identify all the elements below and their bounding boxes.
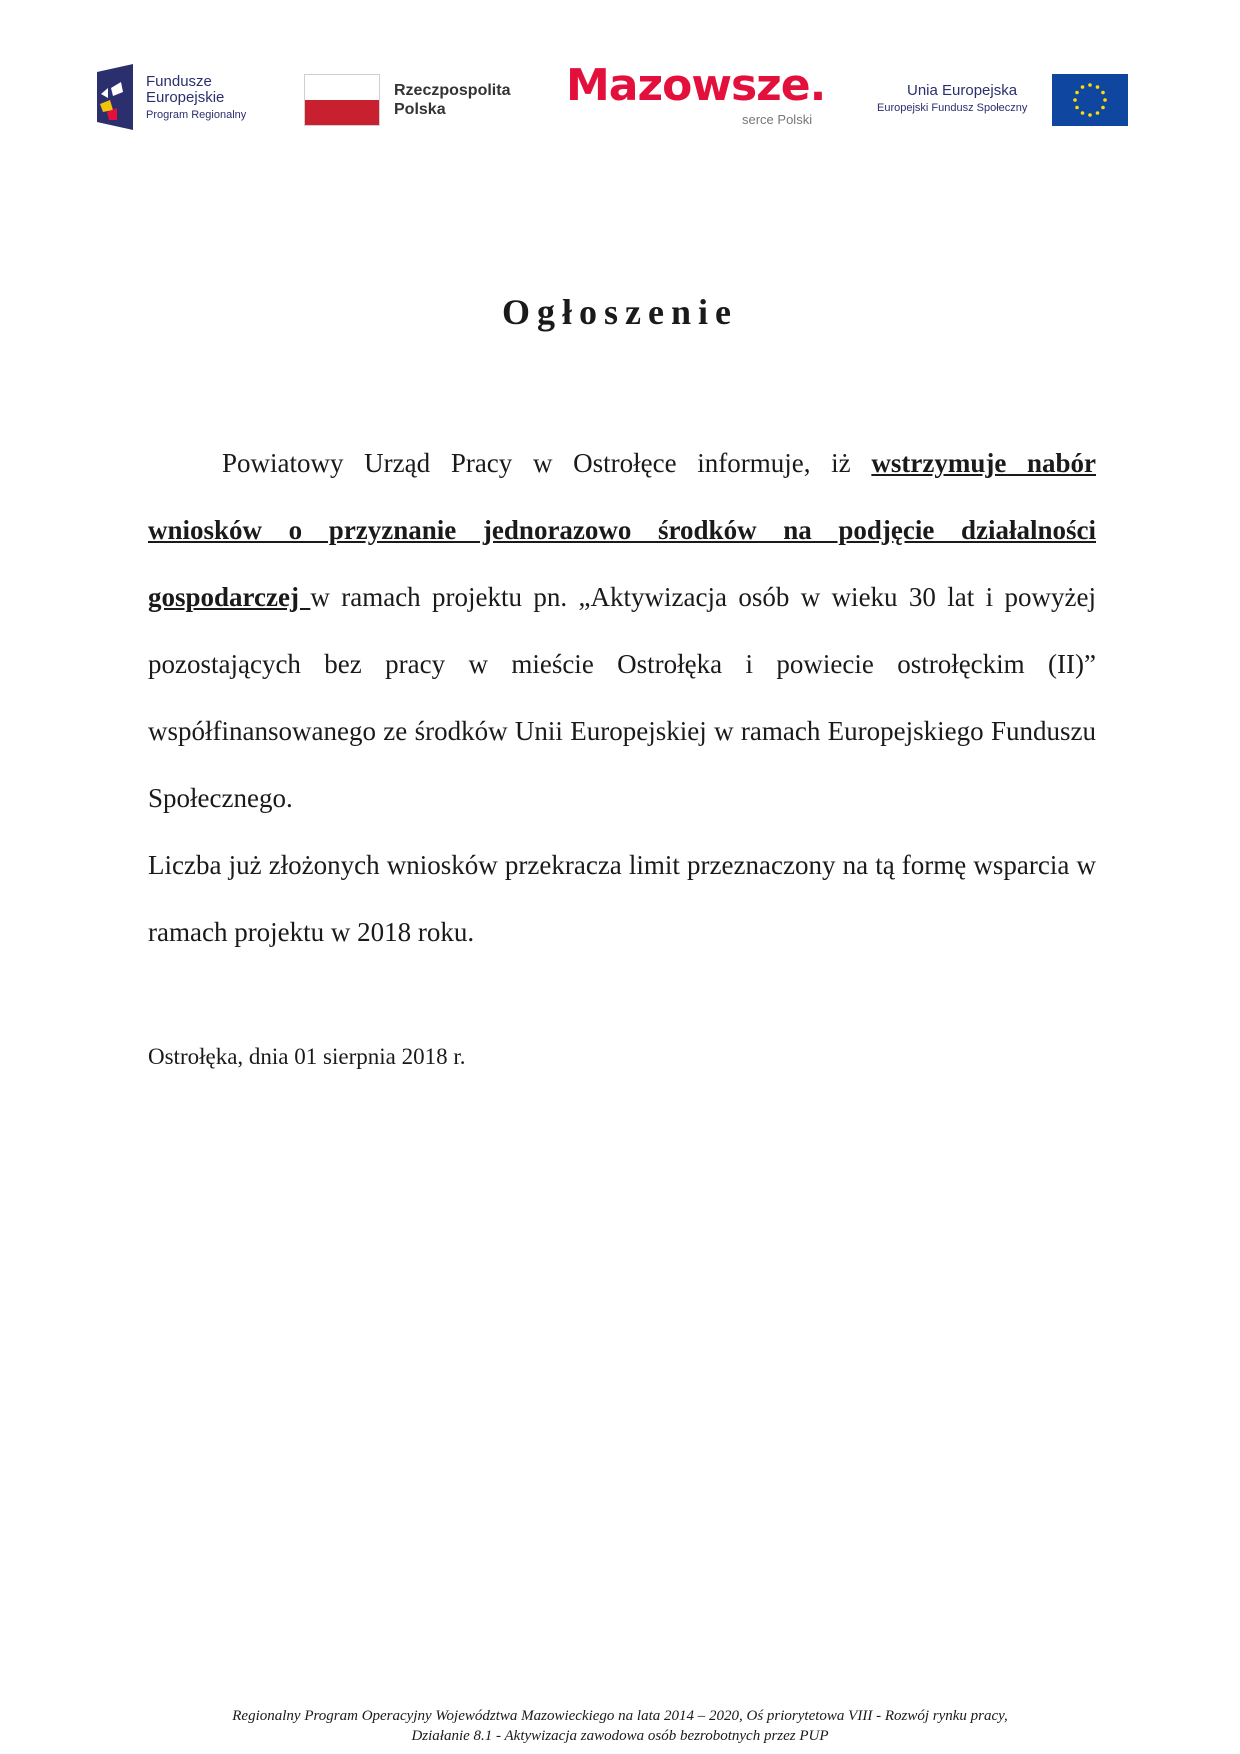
mazowsze-wordmark: Mazowsze. — [566, 60, 826, 111]
footer-line-1: Regionalny Program Operacyjny Województwa Mazowieckiego na lata 2014 – 2020, Oś priorytetowa VIII - Rozwój rynku pracy, — [232, 1708, 1008, 1724]
ue-line1: Unia Europejska — [907, 82, 1018, 99]
eu-flag-icon — [1052, 74, 1128, 126]
fundusze-europejskie-logo — [97, 63, 267, 133]
announcement-body — [148, 430, 1096, 966]
paragraph1-intro: Powiatowy Urząd Pracy w Ostrołęce informuje, iż — [222, 448, 872, 478]
eu-star-icon — [1103, 98, 1107, 102]
fundusze-europejskie-emblem-icon — [97, 64, 133, 130]
eu-star-icon — [1096, 85, 1100, 89]
announcement-paragraph-2: Liczba już złożonych wniosków przekracza limit przeznaczony na tą formę wsparcia w ramach projektu w 2018 roku. — [148, 850, 1096, 947]
eu-star-icon — [1081, 111, 1085, 115]
rzeczpospolita-line1: Rzeczpospolita — [394, 82, 511, 99]
logo-bar — [0, 0, 1240, 160]
mazowsze-subtitle: serce Polski — [742, 112, 813, 127]
page-footer — [0, 1706, 1240, 1746]
unia-europejska-logo — [877, 74, 1130, 126]
eu-star-icon — [1088, 83, 1092, 87]
ue-line2: Europejski Fundusz Społeczny — [877, 102, 1028, 114]
eu-star-icon — [1096, 111, 1100, 115]
polish-flag-icon — [304, 74, 380, 126]
fundusze-line2: Europejskie — [146, 89, 225, 106]
document-title: Ogłoszenie — [502, 292, 738, 332]
eu-star-icon — [1101, 91, 1105, 95]
fundusze-line1: Fundusze — [146, 73, 212, 90]
mazowsze-logo — [566, 60, 836, 133]
eu-star-icon — [1088, 113, 1092, 117]
place-and-date: Ostrołęka, dnia 01 sierpnia 2018 r. — [148, 1044, 466, 1069]
eu-star-icon — [1075, 91, 1079, 95]
eu-star-icon — [1081, 85, 1085, 89]
eu-star-icon — [1075, 106, 1079, 110]
footer-line-2: Działanie 8.1 - Aktywizacja zawodowa osób bezrobotnych przez PUP — [411, 1728, 829, 1744]
eu-star-icon — [1073, 98, 1077, 102]
paragraph1-emphasis: wstrzymuje nabór wniosków o przyznanie jednorazowo środków na podjęcie działalności gospodarczej — [148, 448, 1097, 612]
paragraph1-rest: w ramach projektu pn. „Aktywizacja osób w wieku 30 lat i powyżej pozostających bez pracy w mieście Ostrołęka i powiecie ostrołęckim (II)” współfinansowanego ze środków Unii Europejskiej w ramach Europejskiego Funduszu Społecznego. — [148, 582, 1096, 813]
rzeczpospolita-line2: Polska — [394, 101, 446, 118]
rzeczpospolita-polska-logo — [304, 74, 534, 128]
fundusze-line3: Program Regionalny — [146, 109, 247, 121]
eu-star-icon — [1101, 106, 1105, 110]
announcement-paragraph-1 — [148, 430, 1096, 832]
